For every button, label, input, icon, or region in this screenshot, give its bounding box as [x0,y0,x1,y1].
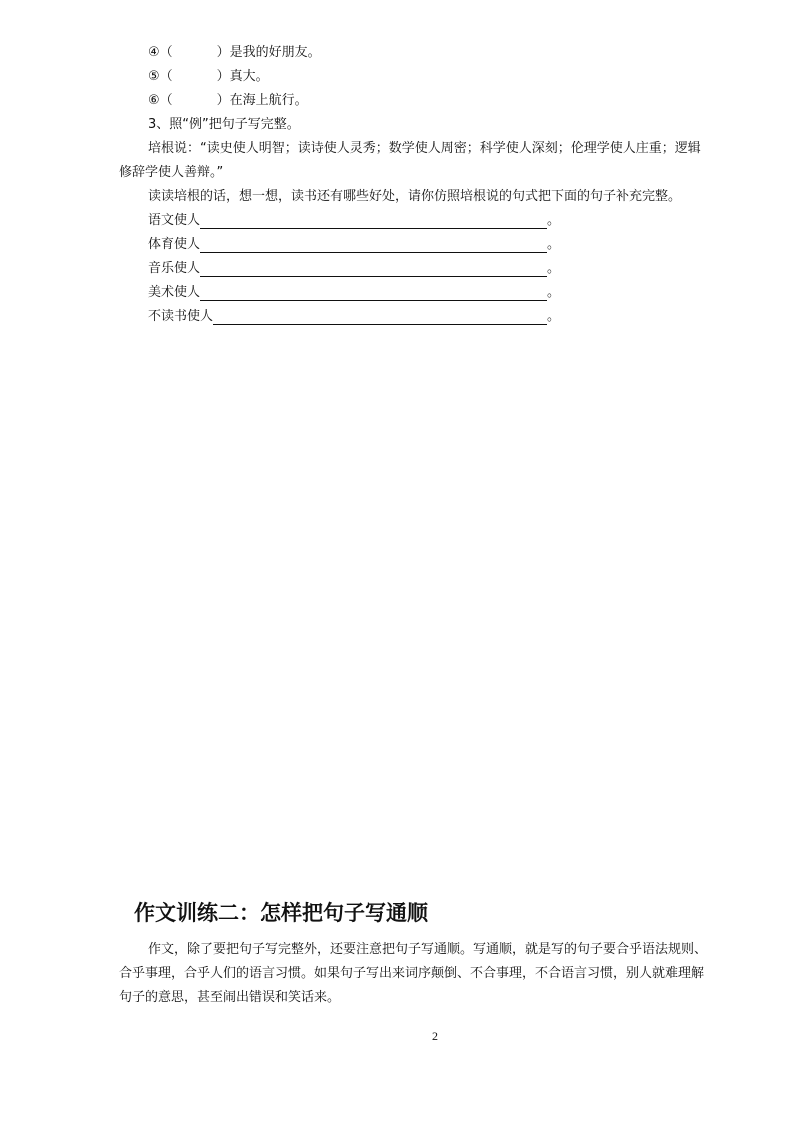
item-4-suffix: ）是我的好朋友。 [216,45,321,60]
section-para-line-3: 句子的意思，甚至闹出错误和笑话来。 [119,990,341,1005]
page-number: 2 [432,1029,438,1043]
bacon-quote-line-1: 培根说：“读史使人明智；读诗使人灵秀；数学使人周密；科学使人深刻；伦理学使人庄重；逻辑 [148,141,701,156]
fill-label: 体育使人 [148,237,201,252]
bacon-quote-line-2: 修辞学使人善辩。” [119,165,224,180]
fill-label: 音乐使人 [148,261,201,276]
fill-label: 不读书使人 [148,309,214,324]
section-para-line-1: 作文，除了要把句子写完整外，还要注意把句子写通顺。写通顺，就是写的句子要合乎语法规则、 [148,942,708,957]
fill-end: 。 [547,285,561,300]
fill-blank[interactable] [200,264,547,277]
section-heading: 作文训练二：怎样把句子写通顺 [134,900,428,925]
fill-end: 。 [547,237,561,252]
fill-label: 美术使人 [148,285,201,300]
fill-row-art [148,285,560,301]
item-5-marker: ⑤（ [148,69,173,84]
fill-end: 。 [547,261,561,276]
fill-row-music [148,261,560,277]
question-3-title: 3、照“例”把句子写完整。 [148,117,300,132]
fill-row-no-reading [148,309,560,325]
fill-end: 。 [547,309,561,324]
item-5 [148,69,269,85]
fill-end: 。 [547,213,561,228]
item-4 [148,45,321,61]
item-4-marker: ④（ [148,45,173,60]
fill-label: 语文使人 [148,213,201,228]
item-6-marker: ⑥（ [148,93,173,108]
item-6-suffix: ）在海上航行。 [216,93,308,108]
fill-blank[interactable] [200,288,547,301]
fill-blank[interactable] [200,240,547,253]
item-6 [148,93,308,109]
fill-row-chinese [148,213,560,229]
question-3-instruction: 读读培根的话，想一想，读书还有哪些好处，请你仿照培根说的句式把下面的句子补充完整。 [148,189,682,204]
fill-blank[interactable] [213,312,547,325]
item-5-suffix: ）真大。 [216,69,269,84]
fill-row-pe [148,237,560,253]
section-para-line-2: 合乎事理，合乎人们的语言习惯。如果句子写出来词序颠倒、不合事理，不合语言习惯，别人就难理解 [119,966,705,981]
fill-blank[interactable] [200,216,547,229]
